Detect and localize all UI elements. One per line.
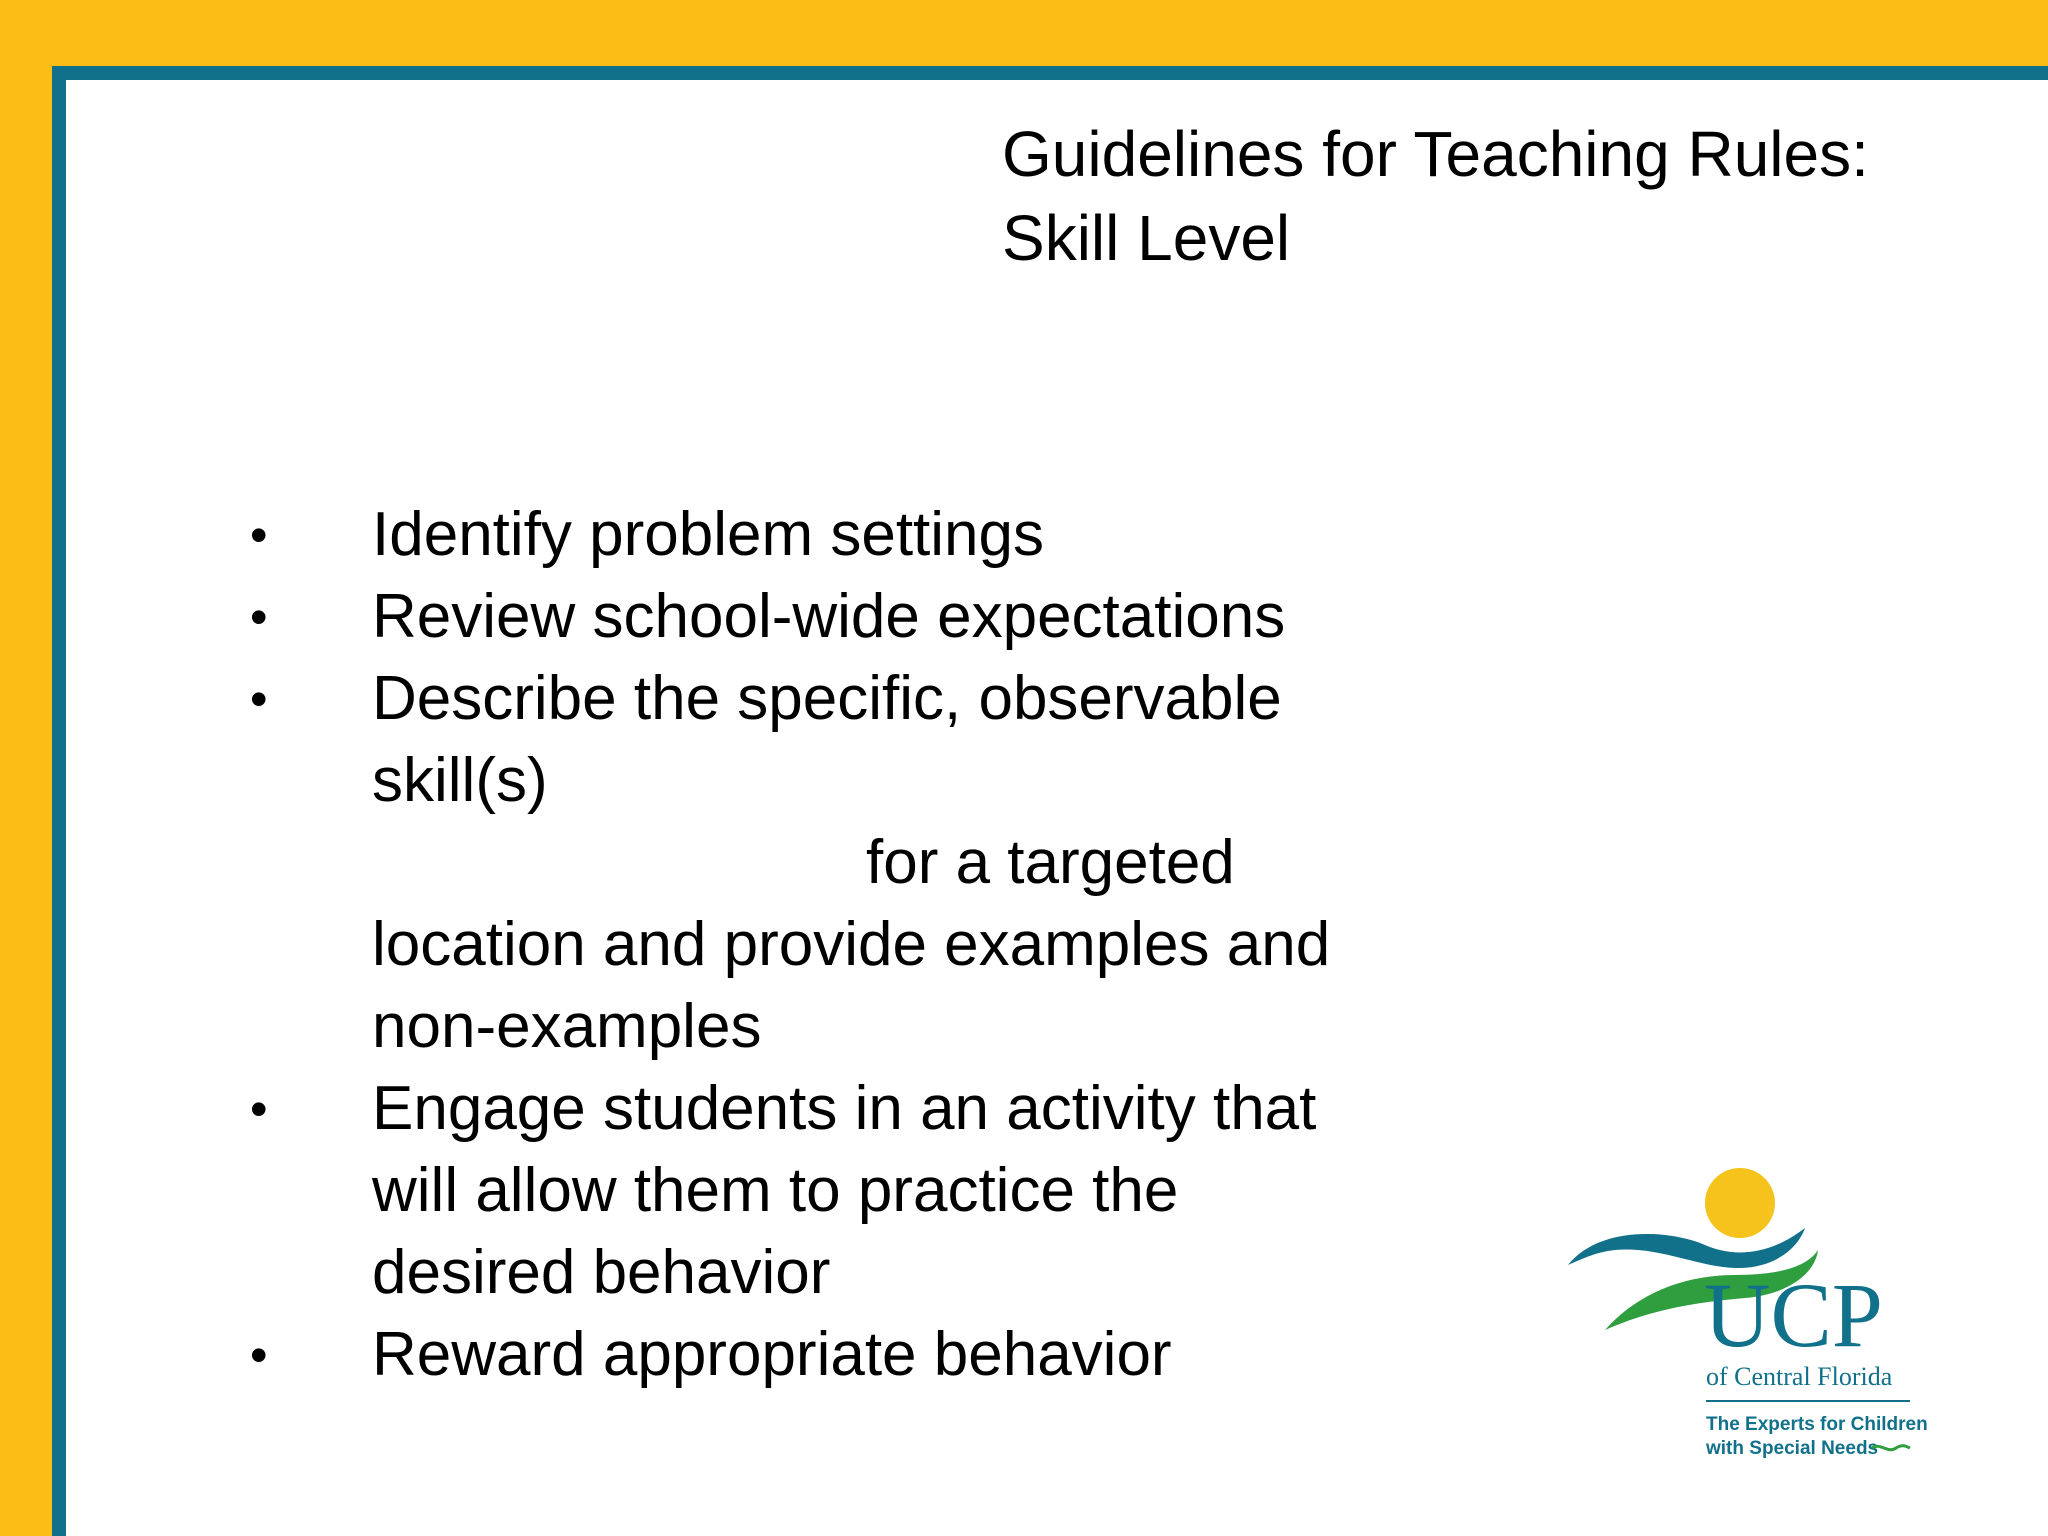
bullet-item bbox=[240, 658, 1440, 1068]
bullet-text: Engage students in an activity that bbox=[372, 1074, 1317, 1143]
gold-frame-left bbox=[0, 0, 52, 1536]
teal-frame-top bbox=[52, 66, 2048, 80]
bullet-text: skill(s) bbox=[372, 746, 548, 815]
bullet-dot: • bbox=[250, 589, 268, 645]
bullet-text: Describe the specific, observable bbox=[372, 664, 1282, 733]
bullet-text: Reward appropriate behavior bbox=[372, 1320, 1172, 1389]
bullet-dot: • bbox=[250, 671, 268, 727]
bullet-dot: • bbox=[250, 1081, 268, 1137]
bullet-dot: • bbox=[250, 507, 268, 563]
logo-tagline-1: The Experts for Children bbox=[1706, 1414, 1928, 1435]
teal-swoosh-icon bbox=[1568, 1228, 1805, 1268]
bullet-text: non-examples bbox=[372, 992, 762, 1061]
bullet-item bbox=[240, 1068, 1440, 1314]
slide-title bbox=[1002, 112, 2002, 280]
bullet-item bbox=[240, 494, 1440, 576]
sun-icon bbox=[1705, 1168, 1775, 1238]
bullet-text: desired behavior bbox=[372, 1238, 831, 1307]
bullet-text: Identify problem settings bbox=[372, 500, 1045, 569]
bullet-list bbox=[240, 494, 1440, 1396]
gold-frame-top bbox=[0, 0, 2048, 66]
logo-subtitle: of Central Florida bbox=[1706, 1362, 1893, 1391]
title-line-1: Guidelines for Teaching Rules: bbox=[1002, 118, 1869, 190]
ucp-logo bbox=[1560, 1150, 1930, 1470]
logo-tagline-2: with Special Needs bbox=[1706, 1438, 1879, 1459]
bullet-dot: • bbox=[250, 1327, 268, 1383]
bullet-text: Review school-wide expectations bbox=[372, 582, 1286, 651]
logo-name: UCP bbox=[1704, 1264, 1883, 1366]
bullet-text: for a targeted bbox=[866, 828, 1235, 897]
bullet-item bbox=[240, 1314, 1440, 1396]
bullet-text: will allow them to practice the bbox=[372, 1156, 1179, 1225]
bullet-item bbox=[240, 576, 1440, 658]
title-line-2: Skill Level bbox=[1002, 202, 1291, 274]
teal-frame-left bbox=[52, 66, 66, 1536]
bullet-text: location and provide examples and bbox=[372, 910, 1331, 979]
